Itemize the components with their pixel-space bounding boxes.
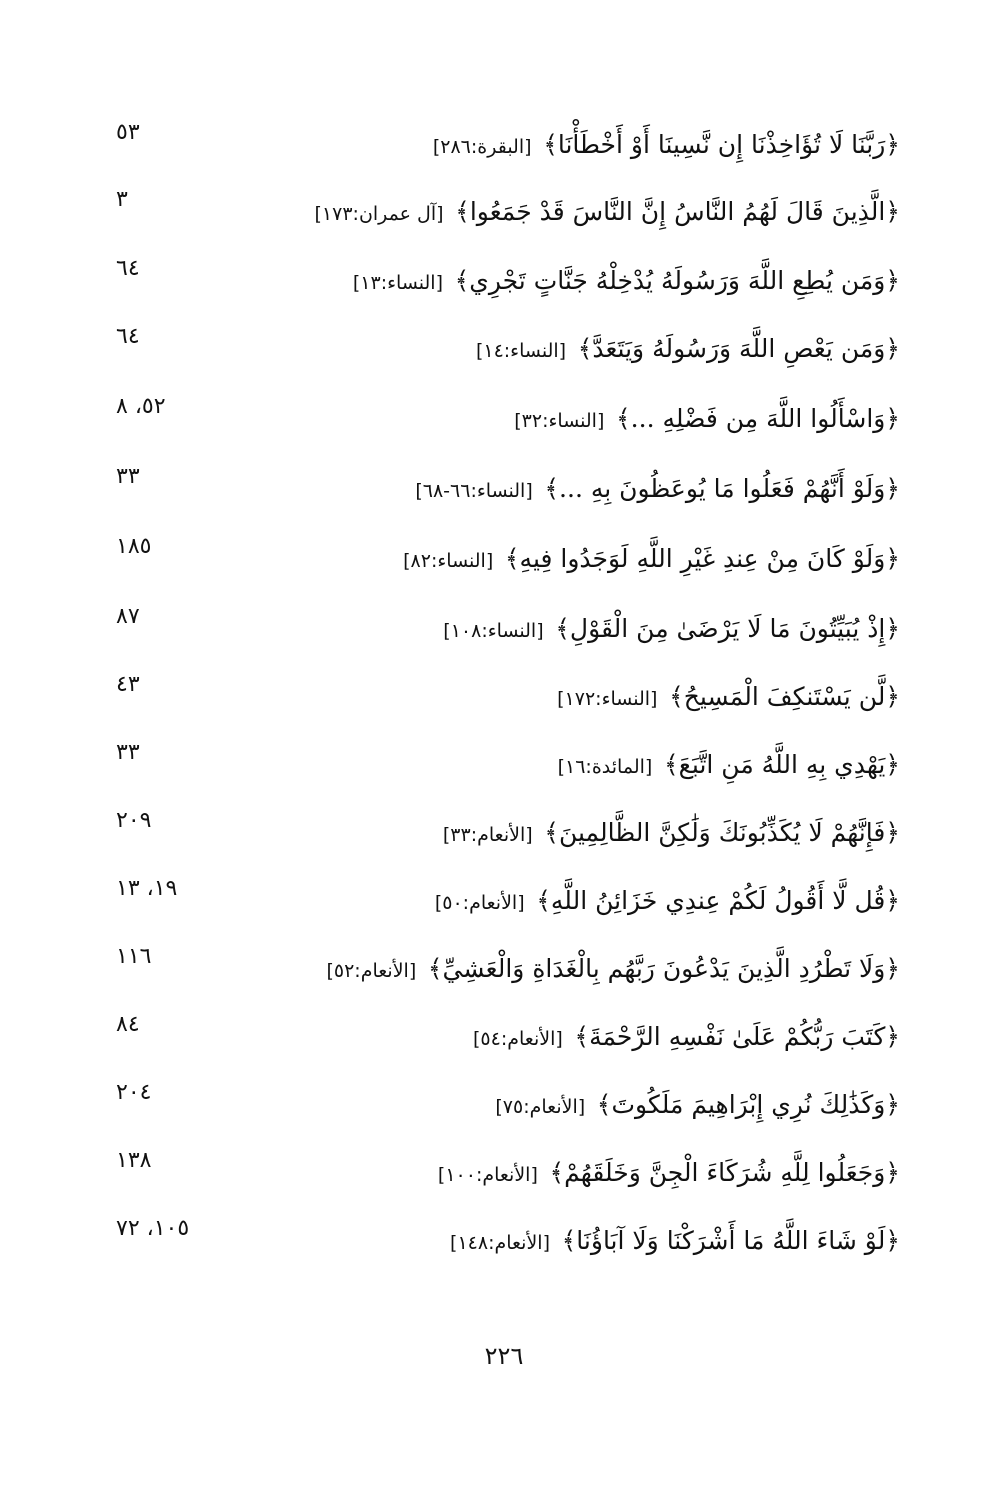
index-entry [0, 392, 1008, 452]
surah-reference: [الأنعام:١٠٠] [437, 1164, 538, 1186]
verse-text: لَّن يَسْتَنكِفَ الْمَسِيحُ [683, 682, 886, 711]
verse-text: لَوْ شَاءَ اللَّهُ مَا أَشْرَكْنَا وَلَا آبَاؤُنَا [576, 1226, 886, 1255]
ornate-bracket-open-icon: ﴿ [885, 1022, 900, 1051]
ornate-bracket-close-icon: ﴾ [536, 886, 551, 915]
ornate-bracket-close-icon: ﴾ [555, 614, 570, 643]
index-entry [0, 532, 1008, 592]
ornate-bracket-open-icon: ﴿ [885, 1090, 900, 1119]
ornate-bracket-close-icon: ﴾ [543, 130, 558, 159]
page-reference: ٦٤ [116, 256, 140, 281]
verse-line [200, 468, 900, 512]
ornate-bracket-open-icon: ﴿ [885, 954, 900, 983]
surah-reference: [الأنعام:٧٥] [495, 1096, 586, 1118]
surah-reference: [النساء:٨٢] [403, 550, 494, 572]
ornate-bracket-open-icon: ﴿ [885, 197, 900, 226]
surah-reference: [المائدة:١٦] [557, 756, 653, 778]
ornate-bracket-close-icon: ﴾ [574, 1022, 590, 1051]
surah-reference: [الأنعام:٣٣] [442, 824, 533, 846]
index-entry [0, 1146, 1008, 1206]
verse-line [200, 812, 900, 856]
index-entry [0, 670, 1008, 730]
page-reference: ١٣٨ [116, 1148, 152, 1173]
surah-reference: [النساء:١٧٢] [557, 688, 658, 710]
index-entry [0, 185, 1008, 245]
verse-line [200, 880, 900, 924]
verse-text: وَلَوْ كَانَ مِنْ عِندِ غَيْرِ اللَّهِ لَوَجَدُوا فِيهِ [519, 544, 886, 573]
verse-line [200, 1016, 900, 1060]
verse-text: فَإِنَّهُمْ لَا يُكَذِّبُونَكَ وَلَٰكِنَّ الظَّالِمِينَ [558, 818, 886, 847]
page-reference: ٦٤ [116, 324, 140, 349]
ornate-bracket-open-icon: ﴿ [885, 886, 900, 915]
verse-text: قُل لَّا أَقُولُ لَكُمْ عِندِي خَزَائِنُ اللَّهِ [550, 886, 886, 915]
ornate-bracket-close-icon: ﴾ [544, 474, 560, 503]
verse-text: وَمَن يَعْصِ اللَّهَ وَرَسُولَهُ وَيَتَعَدَّ [592, 334, 886, 363]
page-reference: ١١٦ [116, 944, 152, 969]
page-reference: ٥٣ [116, 120, 140, 145]
ornate-bracket-open-icon: ﴿ [885, 544, 900, 573]
index-entry [0, 602, 1008, 662]
ornate-bracket-open-icon: ﴿ [885, 474, 900, 503]
page-reference: ٣٣ [116, 740, 140, 765]
surah-reference: [النساء:٦٦-٦٨] [415, 480, 533, 502]
ornate-bracket-open-icon: ﴿ [885, 1158, 900, 1187]
ornate-bracket-open-icon: ﴿ [885, 818, 900, 847]
ornate-bracket-close-icon: ﴾ [596, 1090, 612, 1119]
surah-reference: [الأنعام:٥٤] [473, 1028, 563, 1050]
page-reference: ٣ [116, 187, 128, 212]
ornate-bracket-close-icon: ﴾ [455, 197, 470, 226]
ornate-bracket-close-icon: ﴾ [663, 750, 679, 779]
page-footer [0, 1340, 1008, 1372]
ornate-bracket-close-icon: ﴾ [544, 818, 559, 847]
verse-line [200, 948, 900, 992]
ornate-bracket-open-icon: ﴿ [885, 1226, 900, 1255]
page-number: ٢٢٦ [484, 1342, 524, 1370]
ornate-bracket-close-icon: ﴾ [454, 266, 470, 295]
verse-line [200, 398, 900, 442]
page-reference: ٥٢، ٨ [116, 394, 166, 419]
verse-text: وَلَوْ أَنَّهُمْ فَعَلُوا مَا يُوعَظُونَ بِهِ ... [559, 474, 886, 503]
index-entry [0, 118, 1008, 178]
verse-line [200, 1152, 900, 1196]
verse-text: إِذْ يُبَيِّتُونَ مَا لَا يَرْضَىٰ مِنَ الْقَوْلِ [569, 614, 886, 643]
index-entry [0, 1010, 1008, 1070]
page-reference: ٨٧ [116, 604, 140, 629]
verse-text: وَكَذَٰلِكَ نُرِي إِبْرَاهِيمَ مَلَكُوتَ [611, 1090, 886, 1119]
page-reference: ٣٣ [116, 464, 140, 489]
verse-line [200, 538, 900, 582]
verse-line [200, 260, 900, 304]
index-entry [0, 874, 1008, 934]
ornate-bracket-close-icon: ﴾ [616, 404, 631, 433]
verse-line [200, 676, 900, 720]
verse-text: الَّذِينَ قَالَ لَهُمُ النَّاسُ إِنَّ النَّاسَ قَدْ جَمَعُوا [469, 197, 886, 226]
verse-line [200, 1220, 900, 1264]
ornate-bracket-close-icon: ﴾ [427, 954, 443, 983]
page-reference: ٢٠٩ [116, 808, 152, 833]
page-reference: ٤٣ [116, 672, 140, 697]
verse-line [200, 744, 900, 788]
ornate-bracket-open-icon: ﴿ [885, 404, 900, 433]
index-entry [0, 738, 1008, 798]
verse-text: وَجَعَلُوا لِلَّهِ شُرَكَاءَ الْجِنَّ وَخَلَقَهُمْ [564, 1158, 886, 1187]
ornate-bracket-open-icon: ﴿ [885, 614, 900, 643]
index-entry [0, 1214, 1008, 1274]
index-entry [0, 942, 1008, 1002]
ornate-bracket-close-icon: ﴾ [577, 334, 593, 363]
verse-line [200, 1084, 900, 1128]
ornate-bracket-open-icon: ﴿ [885, 334, 900, 363]
surah-reference: [الأنعام:٥٢] [326, 960, 417, 982]
ornate-bracket-open-icon: ﴿ [885, 130, 900, 159]
surah-reference: [النساء:٣٢] [514, 410, 605, 432]
index-entry [0, 254, 1008, 314]
surah-reference: [آل عمران:١٧٣] [314, 203, 444, 225]
surah-reference: [الأنعام:٥٠] [434, 892, 525, 914]
index-entry [0, 806, 1008, 866]
page-reference: ١٠٥، ٧٢ [116, 1216, 190, 1241]
ornate-bracket-close-icon: ﴾ [504, 544, 520, 573]
surah-reference: [النساء:١٠٨] [443, 620, 544, 642]
ornate-bracket-open-icon: ﴿ [885, 266, 900, 295]
surah-reference: [النساء:١٤] [475, 340, 567, 362]
verse-line [200, 124, 900, 168]
verse-line [200, 191, 900, 235]
index-entry [0, 1078, 1008, 1138]
ornate-bracket-close-icon: ﴾ [561, 1226, 577, 1255]
verse-text: وَاسْأَلُوا اللَّهَ مِن فَضْلِهِ ... [630, 404, 886, 433]
surah-reference: [الأنعام:١٤٨] [450, 1232, 550, 1254]
verse-text: يَهْدِي بِهِ اللَّهُ مَنِ اتَّبَعَ [678, 750, 886, 779]
ornate-bracket-open-icon: ﴿ [885, 750, 900, 779]
verse-text: وَلَا تَطْرُدِ الَّذِينَ يَدْعُونَ رَبَّهُم بِالْغَدَاةِ وَالْعَشِيِّ [442, 954, 886, 983]
page-reference: ٢٠٤ [116, 1080, 152, 1105]
verse-line [200, 608, 900, 652]
verse-text: وَمَن يُطِعِ اللَّهَ وَرَسُولَهُ يُدْخِلْهُ جَنَّاتٍ تَجْرِي [469, 266, 886, 295]
ornate-bracket-open-icon: ﴿ [885, 682, 900, 711]
surah-reference: [النساء:١٣] [352, 272, 443, 294]
ornate-bracket-close-icon: ﴾ [669, 682, 684, 711]
verse-text: رَبَّنَا لَا تُؤَاخِذْنَا إِن نَّسِينَا أَوْ أَخْطَأْنَا [557, 130, 886, 159]
ornate-bracket-close-icon: ﴾ [549, 1158, 565, 1187]
index-entry [0, 322, 1008, 382]
index-entry [0, 462, 1008, 522]
verse-text: كَتَبَ رَبُّكُمْ عَلَىٰ نَفْسِهِ الرَّحْمَةَ [589, 1022, 886, 1051]
surah-reference: [البقرة:٢٨٦] [432, 136, 532, 158]
verse-line [200, 328, 900, 372]
page-reference: ١٨٥ [116, 534, 152, 559]
page-reference: ٨٤ [116, 1012, 140, 1037]
page-reference: ١٩، ١٣ [116, 876, 178, 901]
